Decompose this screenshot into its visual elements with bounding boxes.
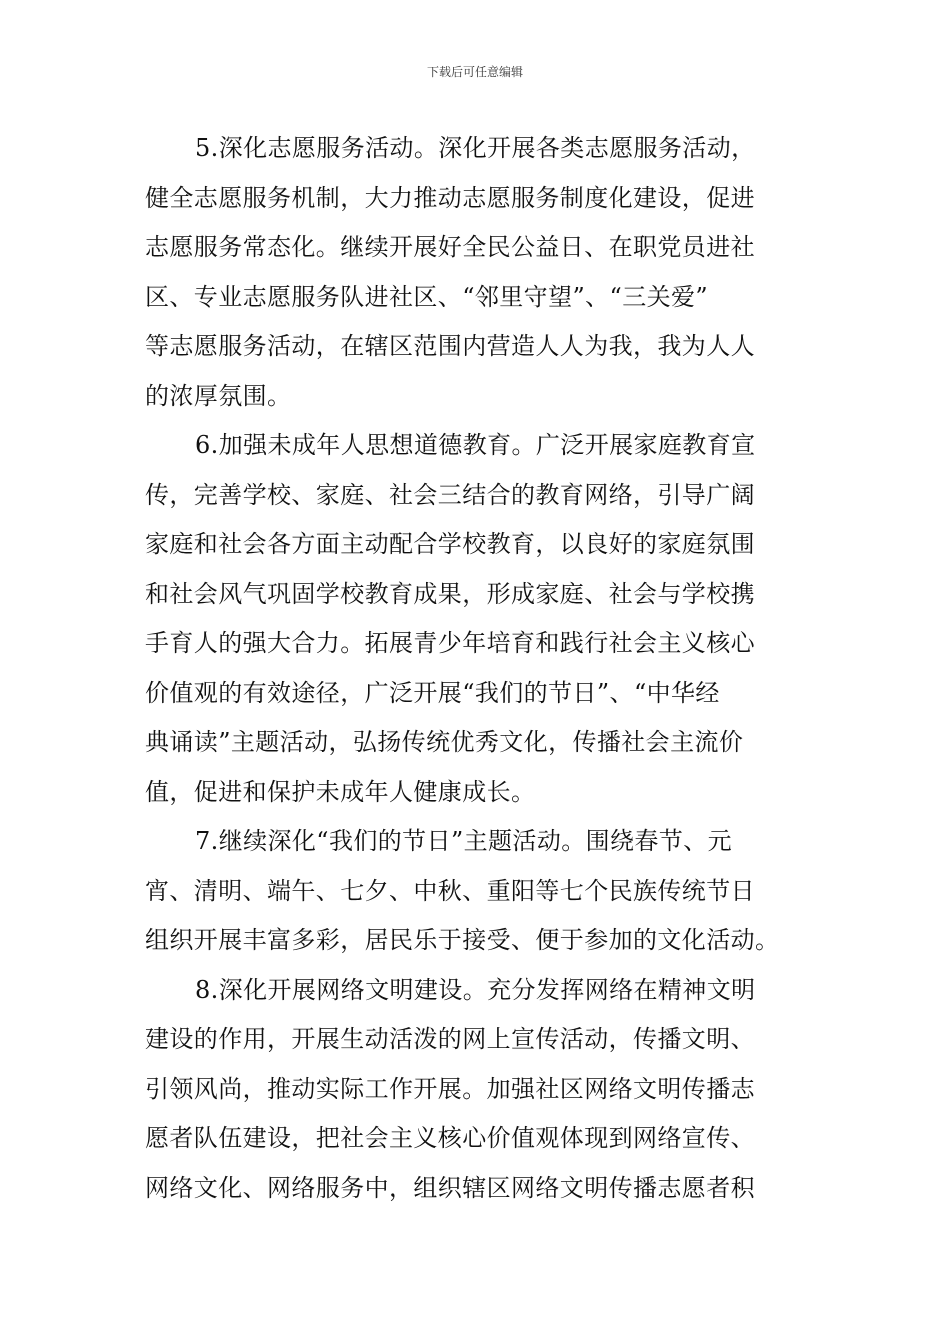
text-line: 健全志愿服务机制，大力推动志愿服务制度化建设，促进 — [145, 183, 755, 212]
text-line: 值，促进和保护未成年人健康成长。 — [145, 777, 536, 806]
text-line: 典诵读”主题活动，弘扬传统优秀文化，传播社会主流价 — [145, 728, 744, 756]
text-line: 6.加强未成年人思想道德教育。广泛开展家庭教育宣 — [195, 431, 756, 459]
text-line: 传，完善学校、家庭、社会三结合的教育网络，引导广阔 — [145, 480, 755, 509]
text-line: 家庭和社会各方面主动配合学校教育，以良好的家庭氛围 — [145, 530, 755, 558]
text-line: 价值观的有效途径，广泛开展“我们的节日”、“中华经 — [145, 678, 720, 707]
text-line: 手育人的强大合力。拓展青少年培育和践行社会主义核心 — [145, 629, 755, 657]
paragraph-our-festivals — [145, 817, 810, 966]
text-line: 网络文化、网络服务中，组织辖区网络文明传播志愿者积 — [145, 1173, 755, 1202]
text-line: 和社会风气巩固学校教育成果，形成家庭、社会与学校携 — [145, 579, 755, 608]
text-line: 的浓厚氛围。 — [145, 381, 292, 410]
text-line: 区、专业志愿服务队进社区、“邻里守望”、“三关爱” — [145, 282, 709, 311]
text-line: 组织开展丰富多彩，居民乐于接受、便于参加的文化活动。 — [145, 926, 780, 954]
page-header: 下载后可任意编辑 — [426, 65, 523, 79]
text-line: 宵、清明、端午、七夕、中秋、重阳等七个民族传统节日 — [145, 876, 755, 905]
paragraph-online-civilization — [145, 966, 810, 1214]
paragraph-volunteer-service — [145, 124, 810, 421]
paragraph-minor-moral-education — [145, 421, 810, 817]
text-line: 8.深化开展网络文明建设。充分发挥网络在精神文明 — [195, 975, 756, 1004]
text-line: 7.继续深化“我们的节日”主题活动。围绕春节、元 — [195, 827, 733, 855]
text-line: 5.深化志愿服务活动。深化开展各类志愿服务活动， — [195, 134, 756, 162]
text-line: 等志愿服务活动，在辖区范围内营造人人为我，我为人人 — [145, 332, 755, 360]
text-line: 愿者队伍建设，把社会主义核心价值观体现到网络宣传、 — [145, 1124, 755, 1152]
text-line: 志愿服务常态化。继续开展好全民公益日、在职党员进社 — [145, 233, 755, 261]
text-line: 引领风尚，推动实际工作开展。加强社区网络文明传播志 — [145, 1074, 755, 1103]
text-line: 建设的作用，开展生动活泼的网上宣传活动，传播文明、 — [145, 1025, 755, 1053]
document-body — [145, 124, 810, 1213]
